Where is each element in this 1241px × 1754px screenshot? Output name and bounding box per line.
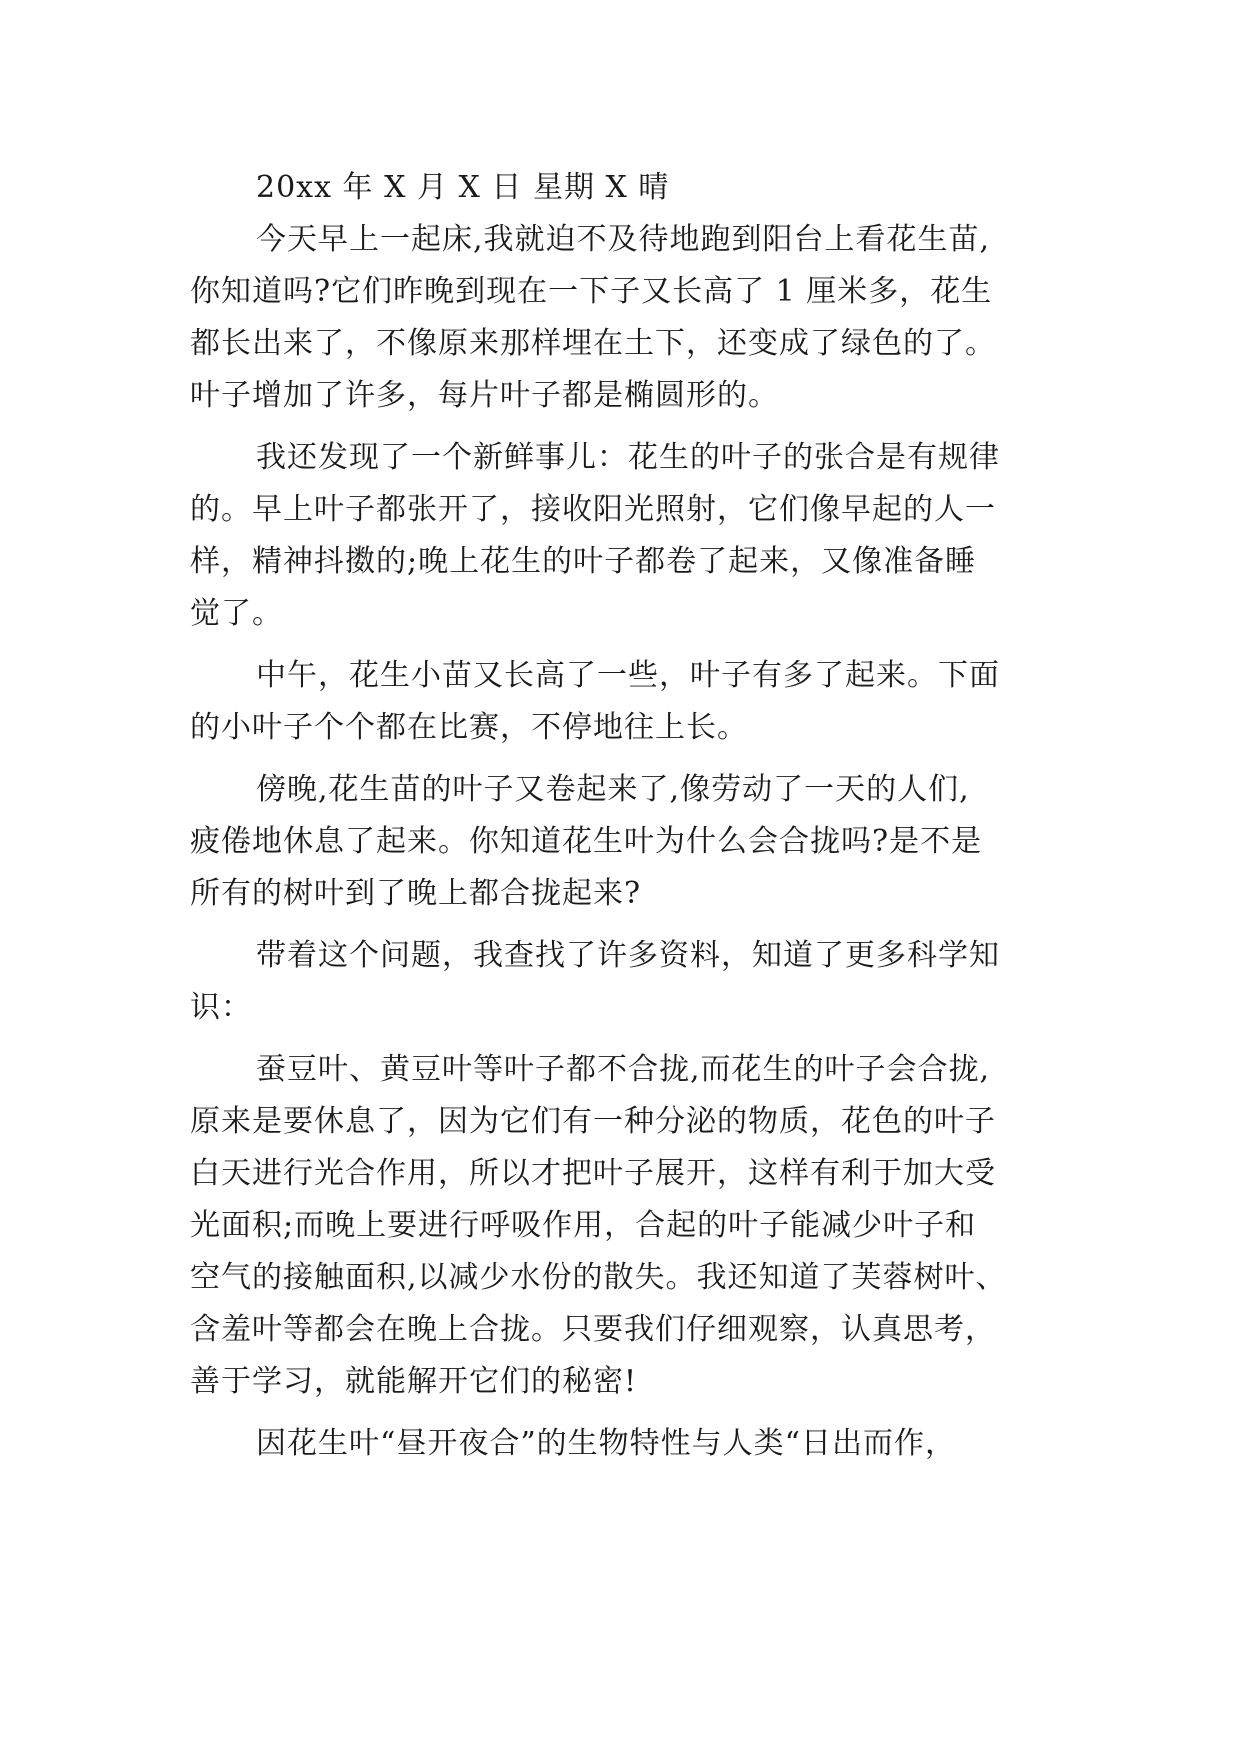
paragraph-1-line-2	[0, 262, 1241, 322]
paragraph-4-line-1	[0, 760, 1241, 820]
paragraph-2-line-1	[0, 428, 1241, 488]
text-line: 样，精神抖擞的;晚上花生的叶子都卷了起来，又像准备睡	[190, 544, 977, 579]
paragraph-5-line-1	[0, 926, 1241, 986]
text-line: 我还发现了一个新鲜事儿：花生的叶子的张合是有规律	[256, 440, 1000, 475]
paragraph-6-line-2	[0, 1092, 1241, 1152]
date-weather-text: 20xx 年 X 月 X 日 星期 X 晴	[256, 170, 670, 205]
paragraph-3-line-2	[0, 698, 1241, 758]
text-line: 蚕豆叶、黄豆叶等叶子都不合拢,而花生的叶子会合拢,	[256, 1052, 991, 1087]
text-line: 你知道吗?它们昨晚到现在一下子又长高了 1 厘米多，花生	[190, 274, 993, 309]
text-line: 所有的树叶到了晚上都合拢起来?	[190, 876, 642, 911]
paragraph-1-line-4	[0, 366, 1241, 426]
text-line: 都长出来了，不像原来那样埋在土下，还变成了绿色的了。	[190, 326, 996, 361]
text-line: 觉了。	[190, 596, 283, 631]
paragraph-4-line-3	[0, 864, 1241, 924]
paragraph-3-line-1	[0, 646, 1241, 706]
text-line: 白天进行光合作用，所以才把叶子展开，这样有利于加大受	[190, 1156, 996, 1191]
text-line: 光面积;而晚上要进行呼吸作用，合起的叶子能减少叶子和	[190, 1208, 977, 1243]
paragraph-1-line-3	[0, 314, 1241, 374]
text-line: 今天早上一起床,我就迫不及待地跑到阳台上看花生苗,	[256, 222, 991, 257]
paragraph-2-line-2	[0, 480, 1241, 540]
text-line: 空气的接触面积,以减少水份的散失。我还知道了芙蓉树叶、	[190, 1260, 1007, 1295]
text-line: 识：	[190, 990, 252, 1025]
paragraph-2-line-3	[0, 532, 1241, 592]
paragraph-5-line-2	[0, 978, 1241, 1038]
paragraph-6-line-5	[0, 1248, 1241, 1308]
text-line: 善于学习，就能解开它们的秘密!	[190, 1364, 638, 1399]
paragraph-1-line-1	[0, 210, 1241, 270]
paragraph-2-line-4	[0, 584, 1241, 644]
text-line: 的。早上叶子都张开了，接收阳光照射，它们像早起的人一	[190, 492, 996, 527]
text-line: 疲倦地休息了起来。你知道花生叶为什么会合拢吗?是不是	[190, 824, 983, 859]
paragraph-6-line-6	[0, 1300, 1241, 1360]
paragraph-6-line-4	[0, 1196, 1241, 1256]
text-line: 含羞叶等都会在晚上合拢。只要我们仔细观察，认真思考，	[190, 1312, 996, 1347]
date-weather-line	[0, 158, 1241, 218]
text-line: 的小叶子个个都在比赛，不停地往上长。	[190, 710, 748, 745]
text-line: 原来是要休息了，因为它们有一种分泌的物质，花色的叶子	[190, 1104, 996, 1139]
text-line: 傍晚,花生苗的叶子又卷起来了,像劳动了一天的人们,	[256, 772, 970, 807]
text-line: 带着这个问题，我查找了许多资料，知道了更多科学知	[256, 938, 1000, 973]
paragraph-6-line-7	[0, 1352, 1241, 1412]
text-line: 叶子增加了许多，每片叶子都是椭圆形的。	[190, 378, 779, 413]
text-line: 因花生叶“昼开夜合”的生物特性与人类“日出而作，	[256, 1426, 957, 1461]
paragraph-7-line-1	[0, 1414, 1241, 1474]
paragraph-6-line-1	[0, 1040, 1241, 1100]
paragraph-4-line-2	[0, 812, 1241, 872]
paragraph-6-line-3	[0, 1144, 1241, 1204]
text-line: 中午，花生小苗又长高了一些，叶子有多了起来。下面	[256, 658, 1000, 693]
